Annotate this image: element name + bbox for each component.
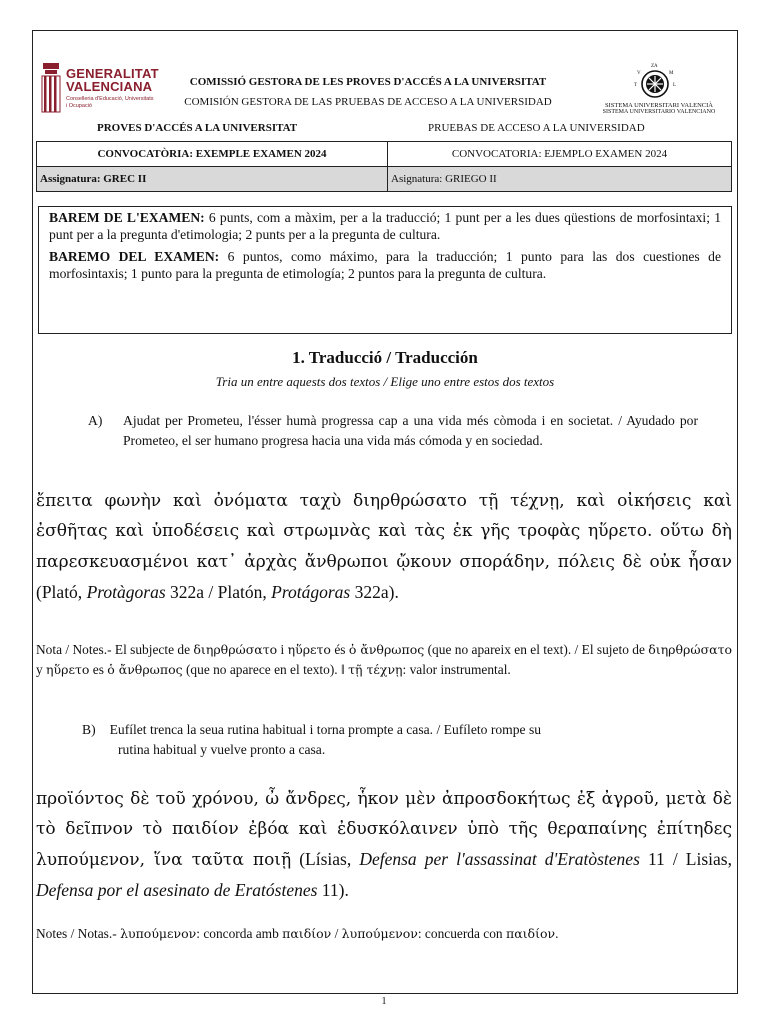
cite-work-ca: Protàgoras (86, 582, 166, 602)
pruebas-acceso-es: PRUEBAS DE ACCESO A LA UNIVERSIDAD (428, 122, 645, 134)
note-text: : valor instrumental. (402, 662, 511, 677)
cite-open: (Plató, (36, 582, 87, 602)
option-b-description-1: Eufílet trenca la seua rutina habitual i torna prompte a casa. / Eufíleto rompe su (109, 722, 542, 737)
svg-text:L: L (673, 83, 677, 88)
option-b (82, 720, 702, 760)
barem-es-text: 6 puntos, como máximo, para la traducción; 1 punto para las dos cuestiones de morfosintaxis; 1 punto para la pregunta de etimología; 2 puntos para la pregunta de cultura. (49, 249, 721, 281)
note-text: (que no apareix en el text). / El sujeto de (424, 642, 649, 657)
note-text: es (89, 662, 108, 677)
barem-ca-text: 6 punts, com a màxim, per a la traducció; 1 punt per a les dues qüestions de morfosintaxi; 1 punt per a la pregunta d'etimologia; 2 punts per a la pregunta de cultura. (49, 210, 721, 242)
option-a-greek: ἔπειτα φωνὴν καὶ ὀνόματα ταχὺ διηρθρώσατο τῇ τέχνῃ, καὶ οἰκήσεις καὶ ἐσθῆτας καὶ ὑποδέσεις καὶ στρωμνὰς καὶ τὰς ἐκ γῆς τροφὰς ηὕρετο. οὕτω δὴ παρεσκευασμένοι κατ᾽ ἀρχὰς ἄνθρωποι ᾤκουν σποράδην, πόλεις δὲ οὐκ ἦσαν (36, 491, 732, 572)
logo-left-line2: VALENCIANA (66, 79, 153, 94)
header-title-ca-text: COMISSIÓ GESTORA DE LES PROVES D'ACCÉS A LA UNIVERSITAT (189, 76, 547, 88)
svg-text:V: V (637, 71, 641, 76)
barem-es-label: BAREMO DEL EXAMEN: (49, 249, 220, 264)
logo-right-line2: SISTEMA UNIVERSITARIO VALENCIANO (602, 109, 716, 114)
option-b-note (36, 924, 732, 944)
asignatura-es: Asignatura: GRIEGO II (388, 167, 732, 192)
note-greek: διηρθρώσατο (193, 642, 278, 657)
option-a-citation (36, 582, 399, 602)
cite-work-es: Protágoras (271, 582, 351, 602)
note-text: : concorda amb (196, 926, 283, 941)
barem-ca-label: BAREM DE L'EXAMEN: (49, 210, 205, 225)
note-text: / (331, 926, 342, 941)
generalitat-emblem-icon (40, 63, 62, 113)
note-greek: τῇ τέχνῃ (348, 662, 403, 677)
note-text: Nota / Notes.- El subjecte de (36, 642, 194, 657)
cite-mid: 11 / Lisias, (639, 849, 732, 869)
barem-ca (49, 209, 721, 243)
note-greek: ηὕρετο (46, 662, 90, 677)
option-a-description: Ajudat per Prometeu, l'ésser humà progressa cap a una vida més còmoda i en societat. / Ayudado por Prometeo, el ser humano progresa hacia una vida más cómoda y en sociedad. (123, 413, 698, 448)
logo-right-line1: SISTEMA UNIVERSITARI VALENCIÀ (605, 102, 713, 109)
barem-box (38, 206, 732, 334)
cite-work-ca: Defensa per l'assassinat d'Eratòstenes (359, 849, 640, 869)
section-subtitle: Tria un entre aquests dos textos / Elige uno entre estos dos textos (215, 374, 555, 389)
barem-es (49, 248, 721, 282)
cite-close: 11). (317, 880, 349, 900)
option-b-greek: προϊόντος δὲ τοῦ χρόνου, ὦ ἄνδρες, ἧκον μὲν ἀπροσδοκήτως ἐξ ἀγροῦ, μετὰ δὲ τὸ δεῖπνον τὸ παιδίον ἐβόα καὶ ἐδυσκόλαινεν ὑπὸ τῆς θεραπαίνης ἐπίτηδες λυπούμενον, ἵνα ταῦτα ποιῇ (36, 789, 732, 870)
sistema-universitari-logo (596, 62, 722, 118)
note-greek: ηὕρετο (287, 642, 331, 657)
note-text: i (277, 642, 288, 657)
note-text: . (555, 926, 559, 941)
convocatoria-ca: CONVOCATÒRIA: EXEMPLE EXAMEN 2024 (37, 142, 388, 167)
option-a-greek-text (36, 486, 732, 608)
convocatoria-table (36, 141, 732, 192)
note-text: és (330, 642, 349, 657)
note-text: y (36, 662, 47, 677)
note-text: Notes / Notas.- (36, 926, 121, 941)
svg-text:M: M (669, 71, 674, 76)
logo-left-subtitle: Conselleria d'Educació, Universitats i Ocupació (66, 96, 154, 109)
option-a-note (36, 640, 732, 680)
cite-close: 322a). (350, 582, 399, 602)
cite-mid: 322a / Platón, (165, 582, 272, 602)
cite-open: (Lísias, (291, 849, 360, 869)
page-number: 1 (381, 996, 387, 1007)
option-b-description-2: rutina habitual y vuelve pronto a casa. (118, 742, 326, 757)
header-title-es: COMISIÓN GESTORA DE LAS PRUEBAS DE ACCESO A LA UNIVERSIDAD (184, 96, 552, 108)
note-greek: λυπούμενον (120, 926, 197, 941)
university-seal-icon (633, 62, 677, 106)
cite-work-es: Defensa por el asesinato de Eratóstenes (36, 880, 318, 900)
note-text: (que no aparece en el texto). ‖ (182, 662, 349, 677)
assignatura-row (37, 167, 732, 192)
logo-left-line1: GENERALITAT (66, 66, 159, 81)
header-title-ca (168, 76, 568, 88)
section-title: 1. Traducció / Traducción (292, 348, 478, 367)
note-greek: ὁ ἄνθρωπος (107, 662, 183, 677)
proves-acces-ca: PROVES D'ACCÉS A LA UNIVERSITAT (97, 122, 298, 134)
option-b-line1 (82, 720, 702, 740)
assignatura-ca: Assignatura: GREC II (37, 167, 388, 192)
convocatoria-row (37, 142, 732, 167)
svg-text:T: T (634, 83, 638, 88)
note-greek: ὁ ἄνθρωπος (348, 642, 425, 657)
option-b-greek-text (36, 784, 732, 906)
option-b-label: B) (82, 722, 96, 737)
convocatoria-es: CONVOCATORIA: EJEMPLO EXAMEN 2024 (388, 142, 732, 167)
note-greek: διηρθρώσατο (648, 642, 733, 657)
note-greek: παιδίον (505, 926, 556, 941)
option-a-label: A) (88, 413, 103, 428)
logo-left-title (66, 67, 159, 93)
note-text: : concuerda con (417, 926, 506, 941)
note-greek: λυπούμενον (341, 926, 418, 941)
generalitat-logo (40, 63, 160, 121)
svg-text:ZA: ZA (651, 64, 658, 69)
note-greek: παιδίον (282, 926, 332, 941)
